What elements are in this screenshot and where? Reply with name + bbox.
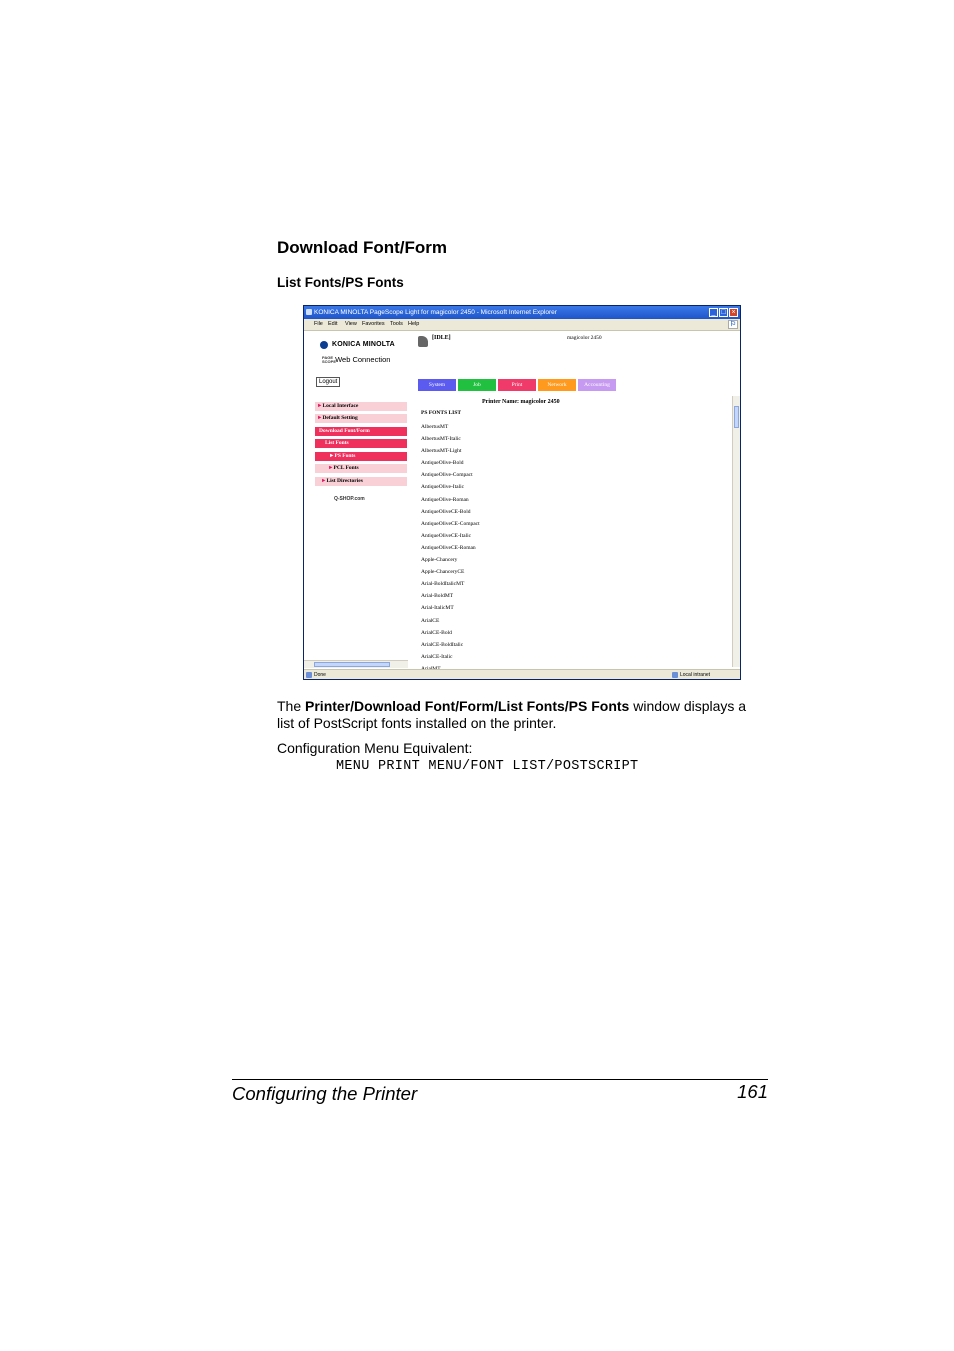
- horizontal-scrollbar-thumb[interactable]: [314, 662, 390, 667]
- zone-text: Local intranet: [680, 672, 711, 678]
- font-list-item: AlbertusMT-Italic: [421, 436, 461, 443]
- pagescope-web-connection-logo: [322, 355, 390, 364]
- vertical-scrollbar-thumb[interactable]: [734, 406, 739, 428]
- description-paragraph: The Printer/Download Font/Form/List Fonts/PS Fonts window displays a list of PostScript fonts installed on the printer.: [277, 698, 747, 731]
- close-button[interactable]: ×: [729, 308, 738, 317]
- font-list-item: AlbertusMT: [421, 424, 449, 430]
- font-list-item: AntiqueOlive-Roman: [421, 496, 469, 503]
- printer-name-heading: Printer Name: magicolor 2450: [482, 399, 560, 405]
- printer-status-icon: [418, 336, 428, 347]
- font-list-item: AlbertusMT-Light: [421, 448, 462, 455]
- web-connection-text: Web Connection: [335, 355, 391, 364]
- menu-file[interactable]: File: [314, 321, 323, 327]
- font-list-item: AntiqueOlive-Compact: [421, 472, 473, 479]
- font-list-item: Arial-ItalicMT: [421, 605, 454, 612]
- horizontal-scrollbar[interactable]: [304, 660, 408, 668]
- font-list-item: ArialCE-Bold: [421, 629, 452, 636]
- tab-system[interactable]: System: [418, 379, 456, 391]
- konica-minolta-logo-icon: [320, 341, 328, 349]
- windows-logo-icon: ⚐: [729, 321, 737, 328]
- font-list-item: ArialCE-BoldItalic: [421, 641, 464, 648]
- menu-tools[interactable]: Tools: [390, 321, 403, 327]
- window-title: KONICA MINOLTA PageScope Light for magicolor 2450 - Microsoft Internet Explorer: [314, 309, 557, 316]
- brand-logo-text: KONICA MINOLTA: [332, 341, 395, 348]
- menu-edit[interactable]: Edit: [328, 321, 338, 327]
- config-menu-label: Configuration Menu Equivalent:: [277, 740, 473, 756]
- status-text: Done: [314, 672, 326, 678]
- browser-window-screenshot: [303, 305, 741, 680]
- menu-bar: [304, 319, 740, 331]
- window-titlebar: [304, 306, 740, 319]
- nav-list-directories[interactable]: ►List Directories: [315, 477, 407, 486]
- qshop-logo[interactable]: Q-SHOP.com: [334, 496, 365, 502]
- font-list-item: AntiqueOliveCE-Bold: [421, 508, 471, 515]
- vertical-scrollbar[interactable]: [732, 396, 740, 667]
- font-list-item: AntiqueOliveCE-Italic: [421, 532, 472, 539]
- subsection-title: List Fonts/PS Fonts: [277, 275, 404, 290]
- minimize-button[interactable]: _: [709, 308, 718, 317]
- tab-print[interactable]: Print: [498, 379, 536, 391]
- font-list-item: AntiqueOlive-Bold: [421, 460, 464, 467]
- nav-pcl-fonts[interactable]: ►PCL Fonts: [315, 464, 407, 473]
- fonts-list-title: PS FONTS LIST: [421, 410, 462, 416]
- footer-chapter-title: Configuring the Printer: [232, 1083, 418, 1104]
- footer-rule: [232, 1079, 768, 1080]
- ie-window-icon: [306, 309, 312, 315]
- nav-default-setting[interactable]: ►Default Setting: [315, 414, 407, 423]
- status-bar: [304, 669, 740, 680]
- page-status-icon: [306, 672, 312, 678]
- menu-favorites[interactable]: Favorites: [362, 321, 385, 327]
- font-list-item: Arial-BoldMT: [421, 593, 454, 600]
- font-list: [421, 422, 480, 676]
- menu-view[interactable]: View: [345, 321, 357, 327]
- font-list-item: Apple-ChanceryCE: [421, 569, 465, 576]
- window-path: Printer/Download Font/Form/List Fonts/PS Fonts: [305, 698, 630, 714]
- tab-accounting[interactable]: Accounting: [578, 379, 616, 391]
- nav-ps-fonts[interactable]: ►PS Fonts: [315, 452, 407, 461]
- font-list-item: Apple-Chancery: [421, 557, 458, 564]
- font-list-item: AntiqueOlive-Italic: [421, 484, 465, 491]
- font-list-item: AntiqueOliveCE-Roman: [421, 544, 476, 551]
- nav-local-interface[interactable]: ►Local Interface: [315, 402, 407, 411]
- tab-network[interactable]: Network: [538, 379, 576, 391]
- font-list-item: ArialCE: [421, 617, 440, 624]
- nav-list-fonts[interactable]: List Fonts: [315, 439, 407, 448]
- font-list-item: Arial-BoldItalicMT: [421, 581, 465, 588]
- page-number: 161: [737, 1081, 768, 1102]
- pagescope-logo-text: PAGE SCOPE: [322, 355, 337, 365]
- printer-status: [IDLE]: [432, 335, 451, 341]
- tab-job[interactable]: Job: [458, 379, 496, 391]
- menu-help[interactable]: Help: [408, 321, 420, 327]
- nav-download-font-form[interactable]: Download Font/Form: [315, 427, 407, 436]
- maximize-button[interactable]: □: [719, 308, 728, 317]
- intranet-zone-icon: [672, 672, 678, 678]
- logout-button[interactable]: Logout: [316, 377, 340, 387]
- config-menu-path: MENU PRINT MENU/FONT LIST/POSTSCRIPT: [336, 759, 639, 774]
- font-list-item: ArialCE-Italic: [421, 653, 453, 660]
- font-list-item: AntiqueOliveCE-Compact: [421, 520, 480, 527]
- printer-model: magicolor 2450: [567, 335, 602, 341]
- section-title: Download Font/Form: [277, 238, 447, 257]
